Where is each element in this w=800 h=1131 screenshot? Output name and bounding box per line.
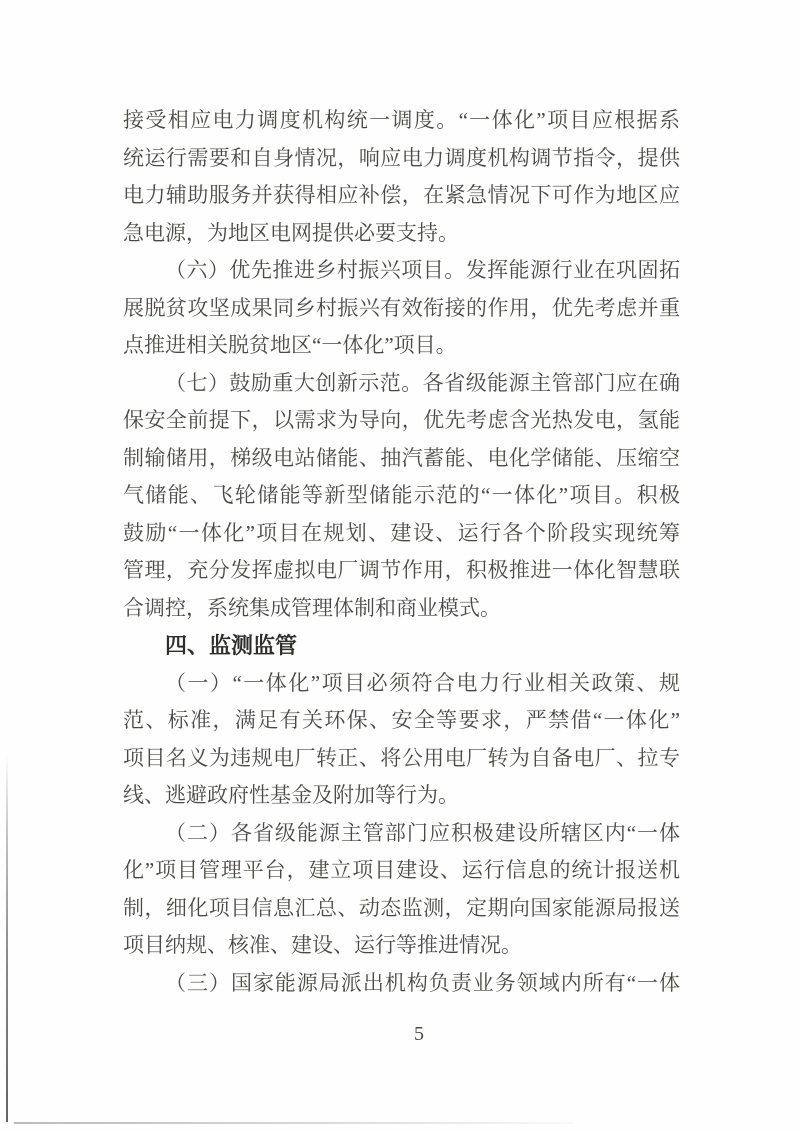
text-line: （六）优先推进乡村振兴项目。发挥能源行业在巩固拓 xyxy=(165,258,680,282)
text-line: 急电源，为地区电网提供必要支持。 xyxy=(123,220,459,245)
text-line: 电力辅助服务并获得相应补偿，在紧急情况下可作为地区应 xyxy=(123,183,680,207)
document-text-block xyxy=(123,102,680,1002)
text-line: （二）各省级能源主管部门应积极建设所辖区内“一体 xyxy=(165,820,680,845)
paragraph-dispatch-continued xyxy=(123,102,680,252)
paragraph-item-3 xyxy=(123,965,680,1003)
paragraph-item-1 xyxy=(123,665,680,815)
section-heading-text: 四、监测监管 xyxy=(165,633,298,658)
text-line: 线、逃避政府性基金及附加等行为。 xyxy=(123,783,459,807)
text-line: 范、标准，满足有关环保、安全等要求，严禁借“一体化” xyxy=(123,708,680,732)
paragraph-item-2 xyxy=(123,815,680,965)
text-line: 统运行需要和自身情况，响应电力调度机构调节指令，提供 xyxy=(123,145,680,170)
paragraph-item-7 xyxy=(123,365,680,628)
scan-edge-left-artifact xyxy=(6,755,8,1122)
text-line: （三）国家能源局派出机构负责业务领域内所有“一体 xyxy=(165,970,680,995)
text-line: 管理，充分发挥虚拟电厂调节作用，积极推进一体化智慧联 xyxy=(123,558,680,582)
text-line: 保安全前提下，以需求为导向，优先考虑含光热发电，氢能 xyxy=(123,408,680,432)
text-line: 制输储用，梯级电站储能、抽汽蓄能、电化学储能、压缩空 xyxy=(123,445,680,470)
text-line: 接受相应电力调度机构统一调度。“一体化”项目应根据系 xyxy=(123,108,680,132)
text-line: 合调控，系统集成管理体制和商业模式。 xyxy=(123,595,501,620)
text-line: 气储能、飞轮储能等新型储能示范的“一体化”项目。积极 xyxy=(123,483,680,507)
text-line: 鼓励“一体化”项目在规划、建设、运行各个阶段实现统筹 xyxy=(123,520,680,545)
text-line: 化”项目管理平台，建立项目建设、运行信息的统计报送机 xyxy=(123,858,680,882)
text-line: 展脱贫攻坚成果同乡村振兴有效衔接的作用，优先考虑并重 xyxy=(123,295,680,320)
page-number: 5 xyxy=(414,1023,424,1045)
text-line: 点推进相关脱贫地区“一体化”项目。 xyxy=(123,333,457,357)
text-line: （七）鼓励重大创新示范。各省级能源主管部门应在确 xyxy=(165,370,680,395)
scan-edge-bottom-artifact xyxy=(14,1122,574,1124)
text-line: 制，细化项目信息汇总、动态监测，定期向国家能源局报送 xyxy=(123,895,680,920)
paragraph-item-6 xyxy=(123,252,680,365)
text-line: 项目名义为违规电厂转正、将公用电厂转为自备电厂、拉专 xyxy=(123,745,680,770)
text-line: 项目纳规、核准、建设、运行等推进情况。 xyxy=(123,933,522,957)
text-line: （一）“一体化”项目必须符合电力行业相关政策、规 xyxy=(165,670,680,695)
section-heading-4 xyxy=(123,627,680,665)
